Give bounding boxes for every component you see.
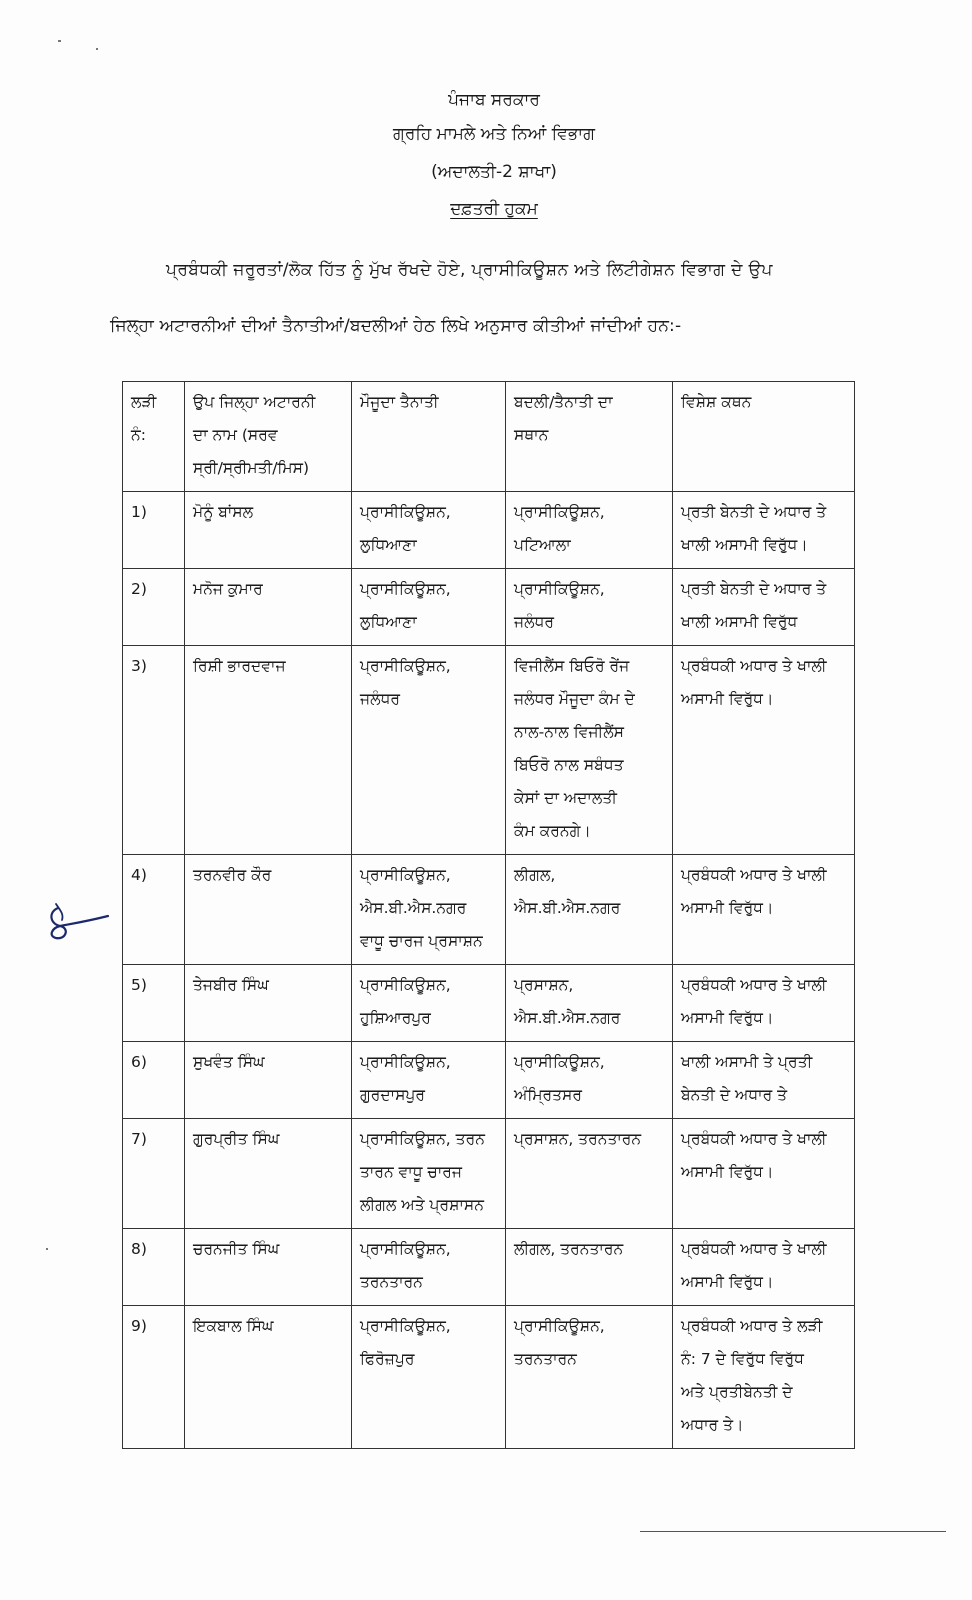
- cell-name: ਚਰਨਜੀਤ ਸਿੰਘ: [185, 1229, 352, 1306]
- header-special-remarks: ਵਿਸ਼ੇਸ਼ ਕਥਨ: [673, 382, 855, 492]
- cell-serial: 8): [123, 1229, 185, 1306]
- table-row: [123, 1042, 855, 1119]
- cell-transfer: ਪ੍ਰਾਸੀਕਿਊਸ਼ਨ, ਪਟਿਆਲਾ: [506, 492, 673, 569]
- cell-transfer: ਲੀਗਲ, ਤਰਨਤਾਰਨ: [506, 1229, 673, 1306]
- handwritten-initial-mark: [44, 900, 114, 946]
- header-current-posting: ਮੌਜੂਦਾ ਤੈਨਾਤੀ: [352, 382, 506, 492]
- cell-transfer: ਲੀਗਲ, ਐਸ.ਬੀ.ਐਸ.ਨਗਰ: [506, 855, 673, 965]
- header-serial-no: ਲੜੀ ਨੰ:: [123, 382, 185, 492]
- cell-remarks: ਪ੍ਰਤੀ ਬੇਨਤੀ ਦੇ ਅਧਾਰ ਤੇ ਖਾਲੀ ਅਸਾਮੀ ਵਿਰੁੱਧ: [673, 569, 855, 646]
- table-row: [123, 646, 855, 855]
- table-row: [123, 1119, 855, 1229]
- cell-transfer: ਪ੍ਰਾਸੀਕਿਊਸ਼ਨ, ਜਲੰਧਰ: [506, 569, 673, 646]
- cell-serial: 5): [123, 965, 185, 1042]
- cell-name: ਰਿਸ਼ੀ ਭਾਰਦਵਾਜ: [185, 646, 352, 855]
- intro-line-2: ਜਿਲ੍ਹਾ ਅਟਾਰਨੀਆਂ ਦੀਆਂ ਤੈਨਾਤੀਆਂ/ਬਦਲੀਆਂ ਹੇਠ ਲਿਖੇ ਅਨੁਸਾਰ ਕੀਤੀਆਂ ਜਾਂਦੀਆਂ ਹਨ:-: [110, 316, 682, 336]
- cell-name: ਮੋਨੂੰ ਬਾਂਸਲ: [185, 492, 352, 569]
- header-transfer-place: ਬਦਲੀ/ਤੈਨਾਤੀ ਦਾ ਸਥਾਨ: [506, 382, 673, 492]
- cell-transfer: ਪ੍ਰਾਸੀਕਿਊਸ਼ਨ, ਤਰਨਤਾਰਨ: [506, 1306, 673, 1449]
- cell-name: ਗੁਰਪ੍ਰੀਤ ਸਿੰਘ: [185, 1119, 352, 1229]
- cell-transfer: ਪ੍ਰਸਾਸ਼ਨ, ਐਸ.ਬੀ.ਐਸ.ਨਗਰ: [506, 965, 673, 1042]
- cell-name: ਤੇਜਬੀਰ ਸਿੰਘ: [185, 965, 352, 1042]
- cell-remarks: ਪ੍ਰਤੀ ਬੇਨਤੀ ਦੇ ਅਧਾਰ ਤੇ ਖਾਲੀ ਅਸਾਮੀ ਵਿਰੁੱਧ।: [673, 492, 855, 569]
- cell-current: ਪ੍ਰਾਸੀਕਿਊਸ਼ਨ, ਜਲੰਧਰ: [352, 646, 506, 855]
- scan-speck: [46, 1248, 48, 1250]
- table-row: [123, 1229, 855, 1306]
- cell-remarks: ਪ੍ਰਬੰਧਕੀ ਅਧਾਰ ਤੇ ਖਾਲੀ ਅਸਾਮੀ ਵਿਰੁੱਧ।: [673, 855, 855, 965]
- cell-current: ਪ੍ਰਾਸੀਕਿਊਸ਼ਨ, ਗੁਰਦਾਸਪੁਰ: [352, 1042, 506, 1119]
- cell-remarks: ਪ੍ਰਬੰਧਕੀ ਅਧਾਰ ਤੇ ਖਾਲੀ ਅਸਾਮੀ ਵਿਰੁੱਧ।: [673, 965, 855, 1042]
- government-heading: ਪੰਜਾਬ ਸਰਕਾਰ: [448, 90, 540, 110]
- header-officer-name: ਉਪ ਜਿਲ੍ਹਾ ਅਟਾਰਨੀ ਦਾ ਨਾਮ (ਸਰਵ ਸ੍ਰੀ/ਸ੍ਰੀਮਤੀ/ਮਿਸ): [185, 382, 352, 492]
- cell-serial: 1): [123, 492, 185, 569]
- cell-remarks: ਪ੍ਰਬੰਧਕੀ ਅਧਾਰ ਤੇ ਖਾਲੀ ਅਸਾਮੀ ਵਿਰੁੱਧ।: [673, 1119, 855, 1229]
- cell-current: ਪ੍ਰਾਸੀਕਿਊਸ਼ਨ, ਹੁਸ਼ਿਆਰਪੁਰ: [352, 965, 506, 1042]
- cell-name: ਤਰਨਵੀਰ ਕੌਰ: [185, 855, 352, 965]
- cell-current: ਪ੍ਰਾਸੀਕਿਊਸ਼ਨ, ਫਿਰੋਜ਼ਪੁਰ: [352, 1306, 506, 1449]
- branch-heading: (ਅਦਾਲਤੀ-2 ਸ਼ਾਖਾ): [431, 162, 557, 182]
- cell-serial: 3): [123, 646, 185, 855]
- scan-speck: [96, 48, 98, 50]
- cell-serial: 2): [123, 569, 185, 646]
- cell-current: ਪ੍ਰਾਸੀਕਿਊਸ਼ਨ, ਤਰਨਤਾਰਨ: [352, 1229, 506, 1306]
- cell-current: ਪ੍ਰਾਸੀਕਿਊਸ਼ਨ, ਲੁਧਿਆਣਾ: [352, 569, 506, 646]
- cell-serial: 9): [123, 1306, 185, 1449]
- table-row: [123, 569, 855, 646]
- table-row: [123, 855, 855, 965]
- bottom-rule: [640, 1531, 946, 1532]
- cell-serial: 7): [123, 1119, 185, 1229]
- table-row: [123, 965, 855, 1042]
- table-row: [123, 1306, 855, 1449]
- cell-remarks: ਪ੍ਰਬੰਧਕੀ ਅਧਾਰ ਤੇ ਖਾਲੀ ਅਸਾਮੀ ਵਿਰੁੱਧ।: [673, 1229, 855, 1306]
- cell-serial: 6): [123, 1042, 185, 1119]
- cell-name: ਮਨੋਜ ਕੁਮਾਰ: [185, 569, 352, 646]
- cell-serial: 4): [123, 855, 185, 965]
- cell-remarks: ਖਾਲੀ ਅਸਾਮੀ ਤੇ ਪ੍ਰਤੀ ਬੇਨਤੀ ਦੇ ਅਧਾਰ ਤੇ: [673, 1042, 855, 1119]
- cell-remarks: ਪ੍ਰਬੰਧਕੀ ਅਧਾਰ ਤੇ ਲੜੀ ਨੰ: 7 ਦੇ ਵਿਰੁੱਧ ਵਿਰੁੱਧ ਅਤੇ ਪ੍ਰਤੀਬੇਨਤੀ ਦੇ ਅਧਾਰ ਤੇ।: [673, 1306, 855, 1449]
- cell-transfer: ਵਿਜੀਲੈਂਸ ਬਿਓਰੋ ਰੇਂਜ ਜਲੰਧਰ ਮੌਜੂਦਾ ਕੰਮ ਦੇ ਨਾਲ-ਨਾਲ ਵਿਜੀਲੈਂਸ ਬਿਓਰੋ ਨਾਲ ਸਬੰਧਤ ਕੇਸਾਂ ਦਾ ਅਦਾਲਤੀ ਕੰਮ ਕਰਨਗੇ।: [506, 646, 673, 855]
- cell-current: ਪ੍ਰਾਸੀਕਿਊਸ਼ਨ, ਐਸ.ਬੀ.ਐਸ.ਨਗਰ ਵਾਧੂ ਚਾਰਜ ਪ੍ਰਸਾਸ਼ਨ: [352, 855, 506, 965]
- table-row: [123, 492, 855, 569]
- cell-transfer: ਪ੍ਰਸਾਸ਼ਨ, ਤਰਨਤਾਰਨ: [506, 1119, 673, 1229]
- cell-name: ਇਕਬਾਲ ਸਿੰਘ: [185, 1306, 352, 1449]
- cell-name: ਸੁਖਵੰਤ ਸਿੰਘ: [185, 1042, 352, 1119]
- scan-speck: [58, 40, 61, 42]
- intro-line-1: ਪ੍ਰਬੰਧਕੀ ਜਰੂਰਤਾਂ/ਲੋਕ ਹਿੱਤ ਨੂੰ ਮੁੱਖ ਰੱਖਦੇ ਹੋਏ, ਪ੍ਰਾਸੀਕਿਊਸ਼ਨ ਅਤੇ ਲਿਟੀਗੇਸ਼ਨ ਵਿਭਾਗ ਦੇ ਉਪ: [166, 260, 773, 280]
- cell-transfer: ਪ੍ਰਾਸੀਕਿਊਸ਼ਨ, ਅੰਮ੍ਰਿਤਸਰ: [506, 1042, 673, 1119]
- cell-remarks: ਪ੍ਰਬੰਧਕੀ ਅਧਾਰ ਤੇ ਖਾਲੀ ਅਸਾਮੀ ਵਿਰੁੱਧ।: [673, 646, 855, 855]
- department-heading: ਗ੍ਰਹਿ ਮਾਮਲੇ ਅਤੇ ਨਿਆਂ ਵਿਭਾਗ: [392, 124, 595, 144]
- cell-current: ਪ੍ਰਾਸੀਕਿਊਸ਼ਨ, ਲੁਧਿਆਣਾ: [352, 492, 506, 569]
- transfer-table: [122, 381, 855, 1449]
- table-header-row: [123, 382, 855, 492]
- cell-current: ਪ੍ਰਾਸੀਕਿਊਸ਼ਨ, ਤਰਨ ਤਾਰਨ ਵਾਧੂ ਚਾਰਜ ਲੀਗਲ ਅਤੇ ਪ੍ਰਸ਼ਾਸਨ: [352, 1119, 506, 1229]
- order-title: ਦਫ਼ਤਰੀ ਹੁਕਮ: [450, 199, 538, 219]
